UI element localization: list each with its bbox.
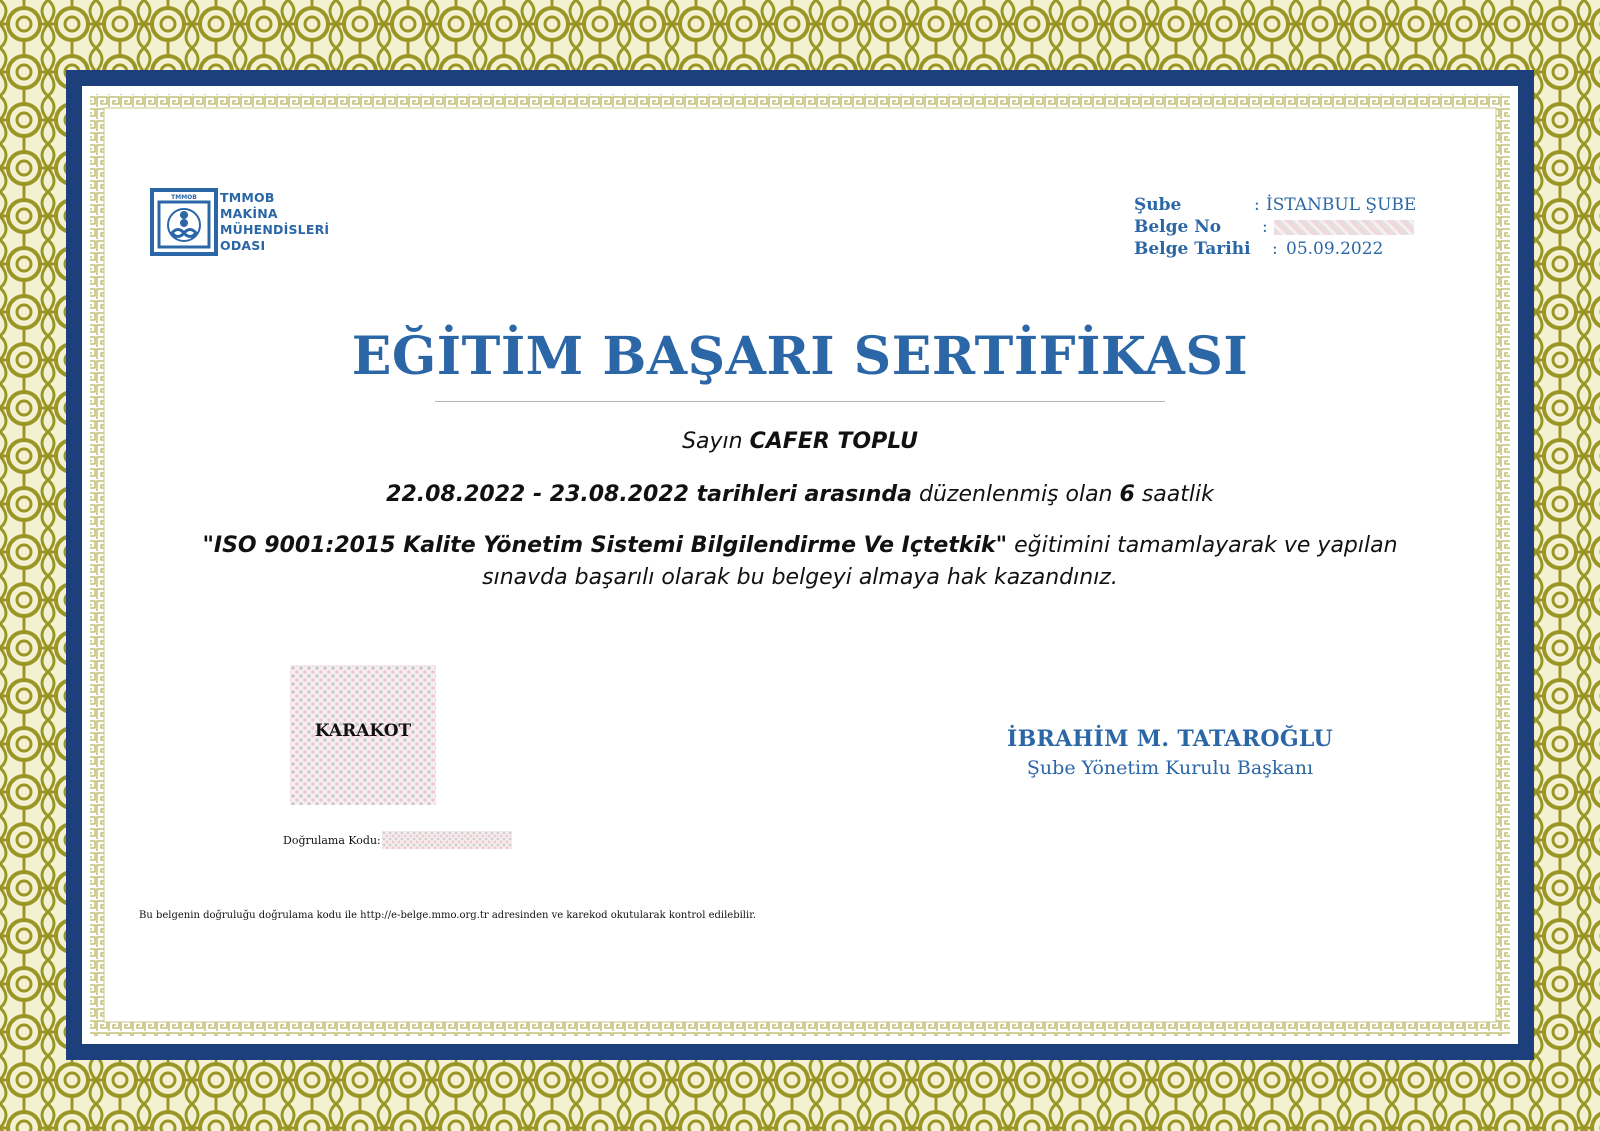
logo-line-1: TMMOB [220, 190, 275, 205]
verification-code-redacted [382, 831, 512, 849]
emblem-text: TMMOB [171, 194, 197, 201]
logo-line-4: ODASI [220, 238, 266, 253]
course-line [0, 533, 1600, 558]
doc-date-value: 05.09.2022 [1286, 239, 1384, 259]
verification-footnote: Bu belgenin doğruluğu doğrulama kodu ile http://e-belge.mmo.org.tr adresinden ve karekod okutularak kontrol edilebilir. [139, 910, 757, 921]
dates-middle: düzenlenmiş olan [918, 482, 1113, 507]
course-hours: 6 [1119, 482, 1135, 507]
mmo-emblem-icon [150, 188, 218, 256]
logo-line-3: MÜHENDİSLERİ [220, 222, 330, 237]
document-meta [1134, 194, 1434, 260]
doc-date-separator: : [1272, 239, 1278, 259]
hours-unit: saatlik [1141, 482, 1214, 507]
doc-no-redacted [1274, 216, 1414, 238]
salutation: Sayın [682, 429, 743, 454]
recipient-line [0, 429, 1600, 454]
organization-logo [150, 188, 340, 258]
title-divider [435, 401, 1165, 402]
doc-no-row [1134, 216, 1434, 238]
date-range: 22.08.2022 - 23.08.2022 tarihleri arasında [386, 482, 912, 507]
verification-label: Doğrulama Kodu: [283, 834, 381, 847]
doc-date-label: Belge Tarihi [1134, 239, 1251, 259]
qr-label: KARAKOT [314, 721, 412, 741]
recipient-name: CAFER TOPLU [749, 429, 918, 454]
doc-date-row [1134, 238, 1434, 260]
signatory-name: İBRAHİM M. TATAROĞLU [1007, 726, 1333, 752]
dates-line [0, 482, 1600, 507]
course-line-2: sınavda başarılı olarak bu belgeyi almaya hak kazandınız. [482, 565, 1118, 590]
course-rest: eğitimini tamamlayarak ve yapılan [1014, 533, 1398, 558]
logo-line-2: MAKİNA [220, 206, 278, 221]
branch-row [1134, 194, 1434, 216]
signatory-title: Şube Yönetim Kurulu Başkanı [1026, 757, 1314, 779]
certificate-title: EĞİTİM BAŞARI SERTİFİKASI [351, 326, 1249, 387]
course-name: "ISO 9001:2015 Kalite Yönetim Sistemi Bilgilendirme Ve Içtetkik" [202, 533, 1008, 558]
doc-no-label: Belge No [1134, 217, 1222, 237]
organization-name [220, 190, 329, 254]
branch-label: Şube [1134, 195, 1182, 215]
branch-value: İSTANBUL ŞUBE [1266, 195, 1417, 215]
branch-separator: : [1254, 195, 1260, 215]
doc-no-separator: : [1262, 217, 1268, 237]
